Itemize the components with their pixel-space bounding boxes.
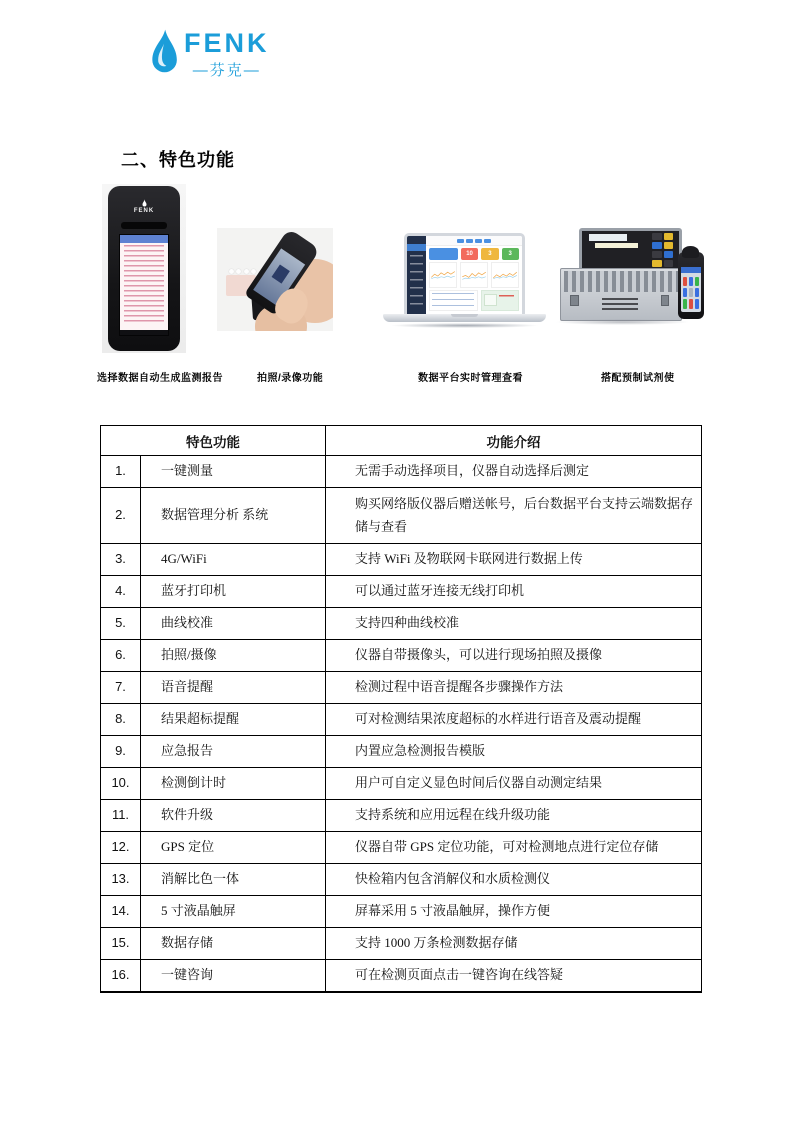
photo-reagent-case bbox=[552, 226, 709, 327]
case-shadow bbox=[555, 319, 690, 325]
feature-name: 消解比色一体 bbox=[141, 864, 326, 896]
logo-brand-text: FENK bbox=[184, 28, 270, 58]
feature-name: GPS 定位 bbox=[141, 832, 326, 864]
feature-description: 支持 1000 万条检测数据存储 bbox=[326, 928, 702, 960]
handheld-device bbox=[108, 186, 180, 352]
feature-table bbox=[100, 425, 702, 993]
stat-card-yellow: 3 bbox=[481, 248, 498, 260]
feature-name: 软件升级 bbox=[141, 800, 326, 832]
laptop-screen bbox=[404, 233, 525, 314]
feature-description: 仪器自带摄像头，可以进行现场拍照及摄像 bbox=[326, 640, 702, 672]
tester-screen bbox=[681, 267, 701, 312]
feature-description: 可以通过蓝牙连接无线打印机 bbox=[326, 576, 702, 608]
case-latch-left bbox=[570, 295, 578, 306]
feature-description: 无需手动选择项目，仪器自动选择后测定 bbox=[326, 456, 702, 488]
dashboard-charts-row bbox=[426, 262, 522, 288]
handheld-tester-device bbox=[678, 252, 705, 319]
feature-description: 屏幕采用 5 寸液晶触屏，操作方便 bbox=[326, 896, 702, 928]
row-number: 7. bbox=[101, 672, 141, 704]
photo-caption-platform: 数据平台实时管理查看 bbox=[418, 373, 523, 384]
stat-card-red: 10 bbox=[461, 248, 478, 260]
row-number: 16. bbox=[101, 960, 141, 992]
sidebar-menu-items bbox=[410, 255, 423, 308]
row-number: 9. bbox=[101, 736, 141, 768]
tester-app-icon-grid bbox=[683, 277, 699, 309]
feature-description: 快检箱内包含消解仪和水质检测仪 bbox=[326, 864, 702, 896]
row-number: 11. bbox=[101, 800, 141, 832]
dashboard-main bbox=[426, 236, 522, 314]
lid-document bbox=[589, 234, 626, 241]
table-row bbox=[101, 896, 702, 928]
table-row bbox=[101, 672, 702, 704]
photo-laptop-dashboard bbox=[383, 230, 546, 332]
table-row bbox=[101, 544, 702, 576]
feature-name: 数据管理分析 系统 bbox=[141, 488, 326, 544]
case-latch-right bbox=[661, 295, 669, 306]
water-drop-icon bbox=[150, 28, 178, 78]
feature-description: 内置应急检测报告模版 bbox=[326, 736, 702, 768]
row-number: 13. bbox=[101, 864, 141, 896]
row-number: 12. bbox=[101, 832, 141, 864]
row-number: 3. bbox=[101, 544, 141, 576]
feature-description: 支持 WiFi 及物联网卡联网进行数据上传 bbox=[326, 544, 702, 576]
feature-name: 结果超标提醒 bbox=[141, 704, 326, 736]
table-row bbox=[101, 960, 702, 992]
table-row bbox=[101, 576, 702, 608]
flame-icon bbox=[142, 199, 147, 207]
dashboard-topbar bbox=[426, 236, 522, 246]
table-row bbox=[101, 704, 702, 736]
feature-table-body bbox=[101, 456, 702, 992]
viewfinder-target bbox=[272, 265, 290, 284]
dashboard-data-table bbox=[429, 290, 478, 311]
mini-line-chart bbox=[429, 262, 457, 288]
photo-caption-camera: 拍照/录像功能 bbox=[257, 373, 324, 384]
stat-card-blue bbox=[429, 248, 458, 260]
table-row bbox=[101, 768, 702, 800]
mini-line-chart bbox=[491, 262, 519, 288]
dashboard-bottom-row bbox=[426, 288, 522, 314]
feature-name: 拍照/摄像 bbox=[141, 640, 326, 672]
photo-caption-report: 选择数据自动生成监测报告 bbox=[97, 373, 223, 384]
dashboard-sidebar bbox=[407, 236, 425, 314]
row-number: 8. bbox=[101, 704, 141, 736]
tester-head bbox=[682, 246, 699, 258]
feature-description: 仪器自带 GPS 定位功能，可对检测地点进行定位存储 bbox=[326, 832, 702, 864]
photo-handheld-report bbox=[102, 184, 186, 353]
screen-navbar bbox=[120, 330, 167, 335]
screen-statusbar bbox=[120, 235, 167, 243]
feature-name: 4G/WiFi bbox=[141, 544, 326, 576]
feature-name: 一键咨询 bbox=[141, 960, 326, 992]
row-number: 4. bbox=[101, 576, 141, 608]
laptop-notch bbox=[451, 314, 477, 317]
photo-camera-function bbox=[217, 228, 333, 331]
section-heading: 二、特色功能 bbox=[121, 150, 235, 170]
device-brand-label: FENK bbox=[108, 199, 180, 214]
reagent-dropper-bottles bbox=[652, 233, 673, 267]
feature-name: 5 寸液晶触屏 bbox=[141, 896, 326, 928]
feature-description: 检测过程中语音提醒各步骤操作方法 bbox=[326, 672, 702, 704]
case-lid-interior bbox=[579, 228, 683, 272]
feature-name: 蓝牙打印机 bbox=[141, 576, 326, 608]
table-row bbox=[101, 736, 702, 768]
row-number: 14. bbox=[101, 896, 141, 928]
mini-line-chart bbox=[460, 262, 488, 288]
table-row bbox=[101, 864, 702, 896]
stat-card-green: 3 bbox=[502, 248, 519, 260]
column-header-features: 特色功能 bbox=[101, 426, 326, 456]
fenk-logo bbox=[150, 28, 270, 80]
feature-name: 语音提醒 bbox=[141, 672, 326, 704]
feature-name: 检测倒计时 bbox=[141, 768, 326, 800]
feature-description: 可在检测页面点击一键咨询在线答疑 bbox=[326, 960, 702, 992]
feature-name: 应急报告 bbox=[141, 736, 326, 768]
logo-text bbox=[184, 28, 270, 80]
table-row bbox=[101, 832, 702, 864]
feature-name: 一键测量 bbox=[141, 456, 326, 488]
tester-screen-titlebar bbox=[681, 267, 701, 273]
lid-label-strip bbox=[595, 243, 638, 248]
feature-description: 支持四种曲线校准 bbox=[326, 608, 702, 640]
reagent-vial-rows bbox=[564, 271, 677, 292]
sidebar-active-item bbox=[407, 244, 425, 251]
feature-name: 曲线校准 bbox=[141, 608, 326, 640]
feature-description: 支持系统和应用远程在线升级功能 bbox=[326, 800, 702, 832]
feature-description: 用户可自定义显色时间后仪器自动测定结果 bbox=[326, 768, 702, 800]
table-row bbox=[101, 640, 702, 672]
feature-table-header-row bbox=[101, 426, 702, 456]
feature-name: 数据存储 bbox=[141, 928, 326, 960]
dashboard-map-panel bbox=[481, 290, 519, 311]
table-row bbox=[101, 800, 702, 832]
feature-description: 可对检测结果浓度超标的水样进行语音及震动提醒 bbox=[326, 704, 702, 736]
column-header-description: 功能介绍 bbox=[326, 426, 702, 456]
row-number: 5. bbox=[101, 608, 141, 640]
photo-caption-reagent: 搭配预制试剂使 bbox=[601, 373, 675, 384]
row-number: 1. bbox=[101, 456, 141, 488]
case-front-label bbox=[602, 298, 638, 311]
table-row bbox=[101, 928, 702, 960]
logo-brand-chinese: —芬克— bbox=[192, 62, 261, 79]
row-number: 10. bbox=[101, 768, 141, 800]
table-row bbox=[101, 488, 702, 544]
device-speaker-slot bbox=[121, 222, 167, 229]
laptop-shadow bbox=[390, 323, 540, 328]
dashboard-stat-cards bbox=[426, 246, 522, 262]
table-row bbox=[101, 608, 702, 640]
device-screen-report bbox=[119, 234, 168, 337]
case-body bbox=[560, 268, 682, 321]
feature-description: 购买网络版仪器后赠送帐号，后台数据平台支持云端数据存储与查看 bbox=[326, 488, 702, 544]
row-number: 15. bbox=[101, 928, 141, 960]
test-tube-caps bbox=[229, 269, 257, 278]
row-number: 6. bbox=[101, 640, 141, 672]
table-row bbox=[101, 456, 702, 488]
screen-report-text bbox=[124, 245, 165, 326]
row-number: 2. bbox=[101, 488, 141, 544]
